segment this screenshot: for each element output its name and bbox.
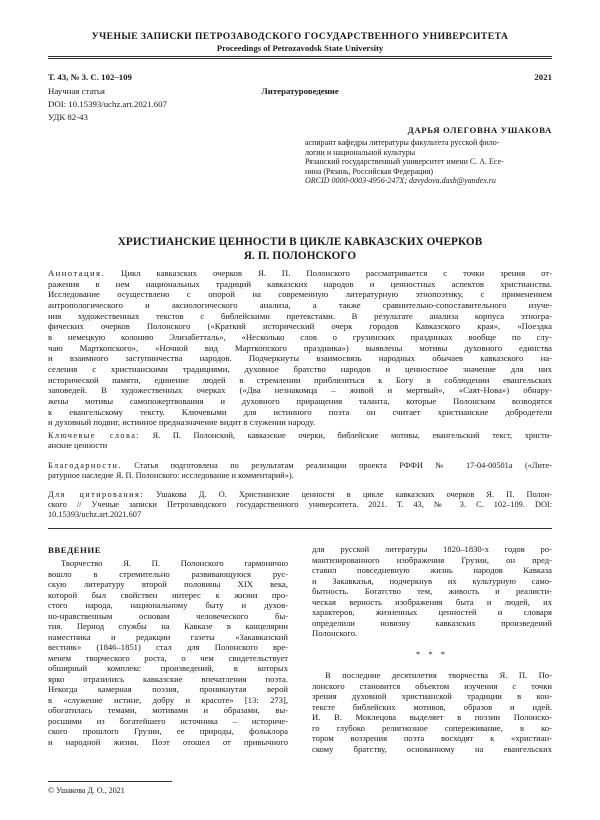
abstract-line: Цикл кавказских очерков Я. П. Полонского рассматривается с точки зрения от- [105, 268, 552, 278]
body-line: скому братству, основанному на евангельских [312, 743, 552, 754]
copyright: © Ушакова Д. О., 2021 [48, 786, 125, 795]
abstract-label: Аннотация. [48, 268, 106, 278]
body-line: обогатилась темами, мотивами и образами, вы- [48, 705, 288, 715]
abstract-line: чаю Марткопского», «Ночной вид Марткопского праздника») выявлены мотивы духовного единства [48, 342, 552, 353]
body-line: ческая верность изображения быта и людей, их [312, 596, 552, 607]
abstract-line: селения с христианскими традициями, духовное братство народов и ценностное значение для них [48, 363, 552, 374]
affiliation-line: Рязанский государственный университет имени С. А. Есе- [305, 157, 504, 167]
doi: DOI: 10.15393/uchz.art.2021.607 [48, 99, 167, 109]
acknowledgments-line: ратурное наследие Я. П. Полонского: исследование и комментарий»). [48, 471, 294, 481]
citation [48, 490, 552, 521]
journal-title: УЧЕНЫЕ ЗАПИСКИ ПЕТРОЗАВОДСКОГО ГОСУДАРСТВЕННОГО УНИВЕРСИТЕТА [91, 31, 509, 42]
body-line: тором воззрения поэта восходят к «христиан- [312, 733, 552, 743]
body-line: бытность. Богатство тем, живость и реалисти- [312, 586, 552, 596]
keywords [48, 431, 552, 451]
body-line: менем творческого роста, о чем свидетельствует [48, 652, 288, 663]
abstract-line: и духовный подвиг, истинное предназначение видит в служении народу. [48, 417, 316, 428]
body-line: тия. Период службы на Кавказе в канцелярии [48, 621, 288, 631]
body-line: Творчество Я. П. Полонского гармонично [61, 558, 288, 568]
article-title [48, 236, 552, 263]
title-line: ХРИСТИАНСКИЕ ЦЕННОСТИ В ЦИКЛЕ КАВКАЗСКИХ ОЧЕРКОВ [117, 236, 483, 248]
udk: УДК 82-43 [48, 112, 88, 122]
body-line: И. В. Моклецова выделяет в поэзии Полонско- [312, 712, 552, 722]
abstract-line: и взаимного заступничества народов. Подчеркнуты взаимосвязь народных обычаев кавказского на- [48, 353, 552, 364]
author-name: ДАРЬЯ ОЛЕГОВНА УШАКОВА [407, 125, 552, 135]
acknowledgments-label: Благодарности. [48, 461, 122, 470]
article-type: Научная статья [48, 86, 105, 96]
keywords-line: Я. П. Полонский, кавказские очерки, библейские мотивы, евангельский текст, христи- [139, 431, 552, 440]
body-line: ского прошлого Грузии, ее природы, фольклора [48, 726, 288, 736]
citation-line: ского // Ученые записки Петрозаводского государственного университета. 2021. Т. 43, № 3. С. 102–109. DOI: [48, 500, 552, 510]
body-line: зрения духовной христианской традиции в кон- [312, 691, 552, 701]
header-rule-bottom [48, 58, 552, 59]
abstract [48, 268, 552, 428]
title-line: Я. П. ПОЛОНСКОГО [243, 249, 357, 262]
body-line: скую литературу второй половины XIX века, [48, 579, 288, 589]
acknowledgments [48, 461, 552, 481]
affiliation-line: логии и национальной культуры [305, 147, 416, 157]
abstract-line: заповедей. В художественных очерках («Два незнакомца – живой и мертвый», «Саят-Нова») обнару- [48, 385, 552, 396]
body-line: обширный комплекс произведений, в которых [48, 663, 288, 673]
affiliation-line: аспирант кафедры литературы факультета русской фило- [305, 138, 500, 147]
body-line: которой был свойствен интерес к жизни про- [48, 589, 288, 600]
journal-title-en: Proceedings of Petrozavodsk State University [216, 43, 384, 53]
section-divider-stars: * * * [415, 649, 449, 659]
body-line: лонского становится объектом изучения с точки [312, 680, 552, 691]
body-line: определили новизну кавказских произведений [312, 617, 552, 628]
abstract-line: исторической памяти, единение людей в стремлении приблизиться к Богу в соблюдении евангельских [48, 374, 552, 385]
abstract-line: ния художественных текстов с библейскими претекстами. В результате анализа корпуса этногра- [48, 310, 552, 321]
body-line: и народной жизни. Поэт отошел от привычного [48, 736, 288, 747]
year: 2021 [534, 72, 552, 82]
body-line: в «служение истине, добру и красоте» [13: 273], [48, 694, 288, 705]
body-line: стого народа, национальному быту и духов- [48, 600, 288, 610]
body-line: вестник» (1846–1851) стал для Полонского вре- [48, 642, 288, 652]
abstract-line: антропологического и аксиологического анализа, а также сравнительно-сопоставительного изуче- [48, 299, 552, 310]
body-line: характеров, жизненных ценностей и словаря [312, 607, 552, 617]
body-line: В последние десятилетия творчества Я. П. По- [325, 670, 552, 680]
body-line: ярко отразились кавказские впечатления поэта. [48, 673, 288, 684]
body-line: мантизированного изображения Грузии, он пред- [312, 554, 552, 565]
section-rule [48, 528, 552, 529]
footnote-rule [48, 781, 172, 782]
body-line: ставил повседневную жизнь народов Кавказа [312, 565, 552, 575]
body-line: вошло в стремительно развивающуюся рус- [48, 568, 288, 579]
abstract-line: жены мотивы самопожертвования и духовного приращения таланта, которые Полонским возводятся [48, 395, 552, 406]
body-line: и Закавказья, подчеркнув их культурную само- [312, 575, 552, 586]
body-line: росшими из богатейшего источника – историче- [48, 715, 288, 726]
section-heading: ВВЕДЕНИЕ [48, 545, 102, 555]
author-affiliation [305, 138, 555, 186]
body-line: тексте библейских мотивов, образов и идей. [312, 701, 552, 712]
body-line: го глубоко религиозное сопереживание, в ко- [312, 722, 552, 733]
body-line: Полонского. [312, 628, 358, 638]
citation-line: Ушакова Д. О. Христианские ценности в цикле кавказских очерков Я. П. Полон- [143, 490, 553, 499]
section-name: Литературоведение [261, 86, 339, 96]
affiliation-line: нина (Рязань, Российская Федерация) [305, 166, 434, 176]
acknowledgments-line: Статья подготовлена по результатам реализации проекта РФФИ № 17-04-00501а («Лите- [121, 461, 552, 470]
body-line: Некогда камерная поэзия, проникнутая верой [48, 684, 288, 694]
header-rule-top [48, 56, 552, 57]
abstract-line: ражения в нем национальных традиций кавказских народов и ценностных аспектов христианства. [48, 278, 552, 289]
abstract-line: к евангельскому тексту. Ключевыми для истинного поэта он считает христианские добродетели [48, 406, 552, 417]
body-line: но-нравственным основам человеческого бы- [48, 610, 288, 621]
abstract-line: Исследование осуществлено с опорой на современную литературную этнопоэтику, с применением [48, 289, 552, 300]
volume-pages: Т. 43, № 3. С. 102–109 [48, 72, 132, 82]
orcid-email: ORCID 0000-0003-4956-247X; davydova.dash@yandex.ru [305, 176, 496, 186]
body-column-left [48, 545, 288, 747]
citation-line: 10.15393/uchz.art.2021.607 [48, 510, 142, 520]
body-line: наместника и редакции газеты «Закавказский [48, 631, 288, 642]
abstract-line: в немецкую колонию Элизабетталь», «Несколько слов о грузинских праздниках вообще по слу- [48, 331, 552, 342]
keywords-line: анские ценности [48, 441, 108, 451]
body-column-right [312, 544, 552, 754]
keywords-label: Ключевые слова: [48, 431, 140, 440]
body-line: для русской литературы 1820–1830-х годов ро- [312, 544, 552, 554]
abstract-line: фических очерков Полонского («Краткий исторический очерк городов Кавказского края», «Поездка [48, 321, 552, 332]
citation-label: Для цитирования: [48, 490, 144, 499]
